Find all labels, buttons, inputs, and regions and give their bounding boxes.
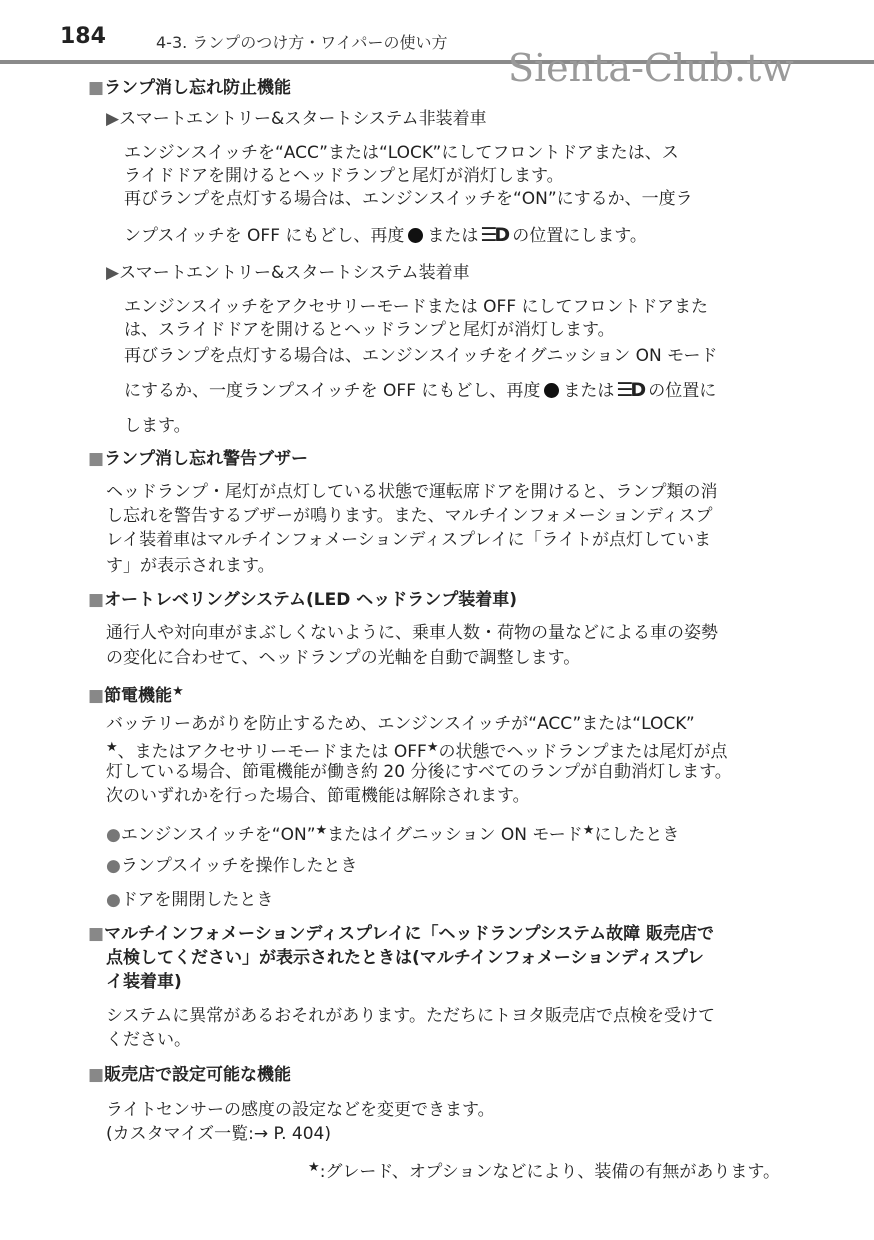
heading-system-fault [88,922,714,946]
heading-text: 節電機能 [104,686,173,706]
text-line: システムに異常があるおそれがあります。ただちにトヨタ販売店で点検を受けて [106,1006,715,1026]
text-line: 通行人や対向車がまぶしくないように、乗車人数・荷物の量などによる車の姿勢 [106,623,718,643]
text-line [124,378,716,403]
star-icon: ★ [308,1160,320,1175]
text-line: エンジンスイッチをアクセサリーモードまたは OFF にしてフロントドアまた [124,297,709,317]
square-icon: ■ [88,590,105,610]
footnote [308,1156,780,1184]
subheading-smart [106,261,470,285]
square-icon: ■ [88,924,105,944]
text: または [427,226,479,246]
headlamp-icon: ☰D [480,224,508,246]
heading-text: 点検してください」が表示されたときは(マルチインフォメーションディスプレ [106,948,705,968]
text-line: ライトセンサーの感度の設定などを変更できます。 [106,1100,495,1120]
heading-text: ランプ消し忘れ警告ブザー [104,449,309,469]
star-icon: ★ [172,684,184,699]
heading-text: ランプ消し忘れ防止機能 [104,78,292,98]
bullet-item [106,854,357,878]
text-line: エンジンスイッチを“ACC”または“LOCK”にしてフロントドアまたは、ス [124,143,679,163]
text: の状態でヘッドランプまたは尾灯が点 [438,742,728,762]
square-icon: ■ [88,78,105,98]
star-icon: ★ [315,823,328,838]
heading-lamp-off-prevention [88,76,291,100]
text-line: 再びランプを点灯する場合は、エンジンスイッチを“ON”にするか、一度ラ [124,189,693,209]
bullet-item [106,888,273,912]
text: ランプスイッチを操作したとき [120,856,358,876]
watermark: Sienta-Club.tw [508,46,794,90]
bullet-icon: ● [106,856,121,876]
bullet-icon: ● [106,890,121,910]
text-line: ヘッドランプ・尾灯が点灯している状態で運転席ドアを開けると、ランプ類の消 [106,482,718,502]
subheading-text: スマートエントリー&スタートシステム非装着車 [119,109,487,129]
square-icon: ■ [88,1065,105,1085]
heading-power-saving [88,680,184,708]
headlamp-icon: ☰D [616,379,644,401]
heading-dealer-settings [88,1063,291,1087]
text-line: し忘れを警告するブザーが鳴ります。また、マルチインフォメーションディスプ [106,506,713,526]
text: にするか、一度ランプスイッチを OFF にもどし、再度 [124,381,541,401]
text-line [124,223,647,248]
heading-text: オートレベリングシステム(LED ヘッドランプ装着車) [104,590,518,610]
square-icon: ■ [88,449,105,469]
text: の位置にします。 [512,226,647,246]
triangle-icon: ▶ [106,263,120,283]
text: またはイグニッション ON モード [327,825,583,845]
text-line: 再びランプを点灯する場合は、エンジンスイッチをイグニッション ON モード [124,346,718,366]
footnote-text: :グレード、オプションなどにより、装備の有無があります。 [319,1162,780,1182]
text: または [563,381,615,401]
star-icon: ★ [582,823,595,838]
square-icon: ■ [88,686,105,706]
heading-text: イ装着車) [106,972,182,992]
bullet-icon: ● [106,825,121,845]
subheading-non-smart [106,107,487,131]
section-title: 4-3. ランプのつけ方・ワイパーの使い方 [156,33,448,52]
text: の位置に [648,381,717,401]
text: ンプスイッチを OFF にもどし、再度 [124,226,405,246]
subheading-text: スマートエントリー&スタートシステム装着車 [119,263,470,283]
triangle-icon: ▶ [106,109,120,129]
text-line: す」が表示されます。 [106,556,275,576]
text: 、またはアクセサリーモードまたは OFF [117,742,427,762]
text-line: ください。 [106,1030,191,1050]
text-line: バッテリーあがりを防止するため、エンジンスイッチが“ACC”または“LOCK” [106,714,695,734]
heading-auto-leveling [88,588,517,612]
text-line: ライドドアを開けるとヘッドランプと尾灯が消灯します。 [124,166,564,186]
heading-warning-buzzer [88,447,308,471]
text: にしたとき [594,825,680,845]
customize-link[interactable]: (カスタマイズ一覧:→ P. 404) [106,1124,331,1144]
tail-lamp-icon [544,383,559,398]
text: エンジンスイッチを“ON” [120,825,316,845]
star-icon: ★ [106,740,118,755]
heading-text: 販売店で設定可能な機能 [104,1065,292,1085]
star-icon: ★ [426,740,439,755]
text-line: 次のいずれかを行った場合、節電機能は解除されます。 [106,786,530,806]
tail-lamp-icon [408,228,423,243]
text-line: 灯している場合、節電機能が働き約 20 分後にすべてのランプが自動消灯します。 [106,762,732,782]
text-line: は、スライドドアを開けるとヘッドランプと尾灯が消灯します。 [124,320,615,340]
bullet-item [106,819,679,847]
text: ドアを開閉したとき [120,890,274,910]
heading-text: マルチインフォメーションディスプレイに「ヘッドランプシステム故障 販売店で [104,924,714,944]
text-line: レイ装着車はマルチインフォメーションディスプレイに「ライトが点灯していま [106,530,712,550]
text-line: の変化に合わせて、ヘッドランプの光軸を自動で調整します。 [106,648,581,668]
page-number: 184 [60,24,106,49]
text-line: します。 [124,416,191,436]
